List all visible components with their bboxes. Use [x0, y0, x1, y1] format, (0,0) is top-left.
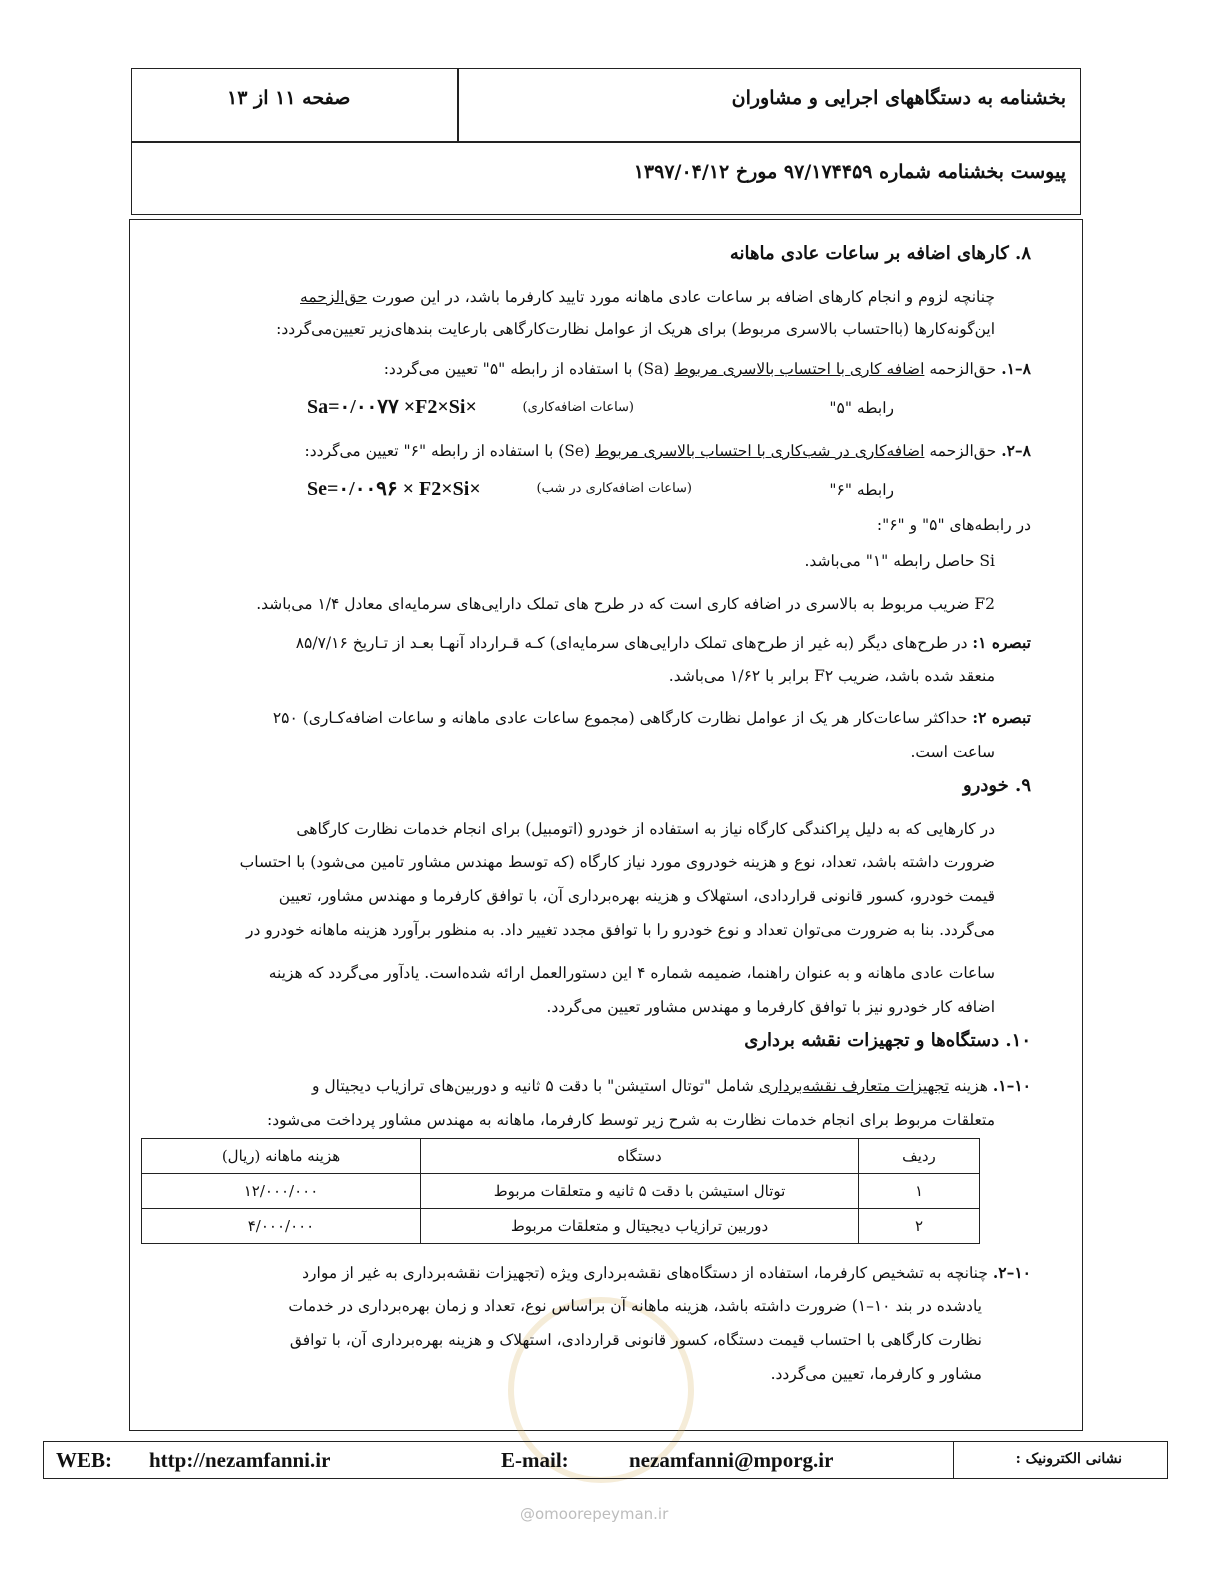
table-cell: ۲: [859, 1209, 980, 1244]
header-table: [131, 68, 1081, 215]
circular-title: بخشنامه به دستگاههای اجرایی و مشاوران: [731, 87, 1066, 109]
paragraph-line: ساعات عادی ماهانه و به عنوان راهنما، ضمیمه شماره ۴ این دستورالعمل ارائه شده‌است. یادآور می‌گردد که هزینه: [268, 964, 995, 982]
table-cell: دوربین ترازیاب دیجیتال و متعلقات مربوط: [421, 1209, 859, 1244]
section-heading: ۹. خودرو: [962, 775, 1031, 796]
subsection-8-2: ۸–۲. حق‌الزحمه اضافه‌کاری در شب‌کاری با احتساب بالاسری مربوط (Se) با استفاده از رابطه "۶" تعیین می‌گردد:: [304, 441, 1031, 460]
paragraph-line: منعقد شده باشد، ضریب F۲ برابر با ۱/۶۲ می‌باشد.: [668, 667, 995, 685]
table-header: دستگاه: [421, 1139, 859, 1174]
watermark-text: @omoorepeyman.ir: [520, 1505, 669, 1523]
table-cell: توتال استیشن با دقت ۵ ثانیه و متعلقات مربوط: [421, 1174, 859, 1209]
paragraph-line: می‌گردد. بنا به ضرورت می‌توان تعداد و نوع خودرو را با توافق مجدد تغییر داد. به منظور برآورد هزینه ماهانه خودرو در: [245, 921, 995, 939]
header-divider: [132, 141, 1080, 143]
section-heading: ۱۰. دستگاه‌ها و تجهیزات نقشه برداری: [744, 1030, 1031, 1051]
table-header: ردیف: [859, 1139, 980, 1174]
relation-note: (ساعات اضافه‌کاری): [522, 400, 634, 415]
note-2: تبصره ۲: حداکثر ساعات‌کار هر یک از عوامل نظارت کارگاهی (مجموع ساعات عادی ماهانه و ساعات اضافه‌کـاری) ۲۵۰: [272, 708, 1031, 727]
definition-si: Si حاصل رابطه "۱" می‌باشد.: [804, 552, 995, 570]
paragraph-line: متعلقات مربوط برای انجام خدمات نظارت به شرح زیر توسط کارفرما، ماهانه به مهندس مشاور پرداخت می‌شود:: [266, 1111, 995, 1129]
attachment-reference: پیوست بخشنامه شماره ۹۷/۱۷۴۴۵۹ مورخ ۱۳۹۷/۰۴/۱۲: [633, 161, 1066, 183]
web-label: WEB:: [56, 1448, 113, 1472]
table-cell: ۱۲/۰۰۰/۰۰۰: [142, 1174, 421, 1209]
paragraph-line: در کارهایی که به دلیل پراکندگی کارگاه نیاز به استفاده از خودرو (اتومبیل) برای انجام خدمات نظارت کارگاهی: [296, 820, 995, 838]
footer-bar: [43, 1441, 1168, 1479]
footer-divider: [953, 1442, 954, 1478]
paragraph-line: ضرورت داشته باشد، تعداد، نوع و هزینه خودروی مورد نیاز کارگاه (که توسط مهندس مشاور تامین می‌شود) با احتساب: [239, 853, 995, 871]
paragraph-line: اضافه کار خودرو نیز با توافق کارفرما و مهندس مشاور تعیین می‌گردد.: [546, 998, 995, 1016]
formula-5: Sa=۰/۰۰۷۷ ×F2×Si×: [307, 396, 477, 418]
subsection-8-1: ۸–۱. حق‌الزحمه اضافه کاری با احتساب بالاسری مربوط (Sa) با استفاده از رابطه "۵" تعیین می‌گردد:: [383, 359, 1031, 378]
electronic-address-label: نشانی الکترونیک :: [1015, 1451, 1122, 1467]
email-link[interactable]: nezamfanni@mporg.ir: [629, 1448, 834, 1472]
table-row: [142, 1209, 980, 1244]
table-row: [142, 1174, 980, 1209]
paragraph-line: نظارت کارگاهی با احتساب قیمت دستگاه، کسور قانونی قراردادی، استهلاک و هزینه بهره‌برداری آن، با توافق: [289, 1331, 982, 1349]
relation-label: رابطه "۵": [829, 399, 894, 417]
web-link[interactable]: http://nezamfanni.ir: [149, 1448, 331, 1472]
subsection-10-2: ۱۰–۲. چنانچه به تشخیص کارفرما، استفاده از دستگاه‌های نقشه‌برداری ویژه (تجهیزات نقشه‌برداری به غیر از موارد: [302, 1263, 1031, 1282]
relation-note: (ساعات اضافه‌کاری در شب): [536, 481, 692, 496]
paragraph-line: چنانچه لزوم و انجام کارهای اضافه بر ساعات عادی ماهانه مورد تایید کارفرما باشد، در این صورت حق‌الزحمه: [300, 288, 995, 306]
paragraph-line: این‌گونه‌کارها (بااحتساب بالاسری مربوط) برای هریک از عوامل نظارت‌کارگاهی بارعایت بندهای‌زیر تعیین‌می‌گردد:: [276, 320, 995, 338]
paragraph-line: در رابطه‌های "۵" و "۶":: [876, 516, 1031, 534]
table-cell: ۱: [859, 1174, 980, 1209]
paragraph-line: ساعت است.: [910, 743, 995, 761]
equipment-table: [141, 1138, 980, 1244]
table-header: هزینه ماهانه (ریال): [142, 1139, 421, 1174]
header-divider: [457, 69, 459, 141]
relation-label: رابطه "۶": [829, 481, 894, 499]
definition-f2: F2 ضریب مربوط به بالاسری در اضافه کاری است که در طرح های تملک دارایی‌های سرمایه‌ای معادل ۱/۴ می‌باشد.: [256, 595, 995, 613]
paragraph-line: مشاور و کارفرما، تعیین می‌گردد.: [770, 1365, 982, 1383]
section-heading: ۸. کارهای اضافه بر ساعات عادی ماهانه: [729, 243, 1031, 264]
note-1: تبصره ۱: در طرح‌های دیگر (به غیر از طرح‌های تملک دارایی‌های سرمایه‌ای) کـه قـرارداد آنهـا بعـد از تـاریخ ۸۵/۷/۱۶: [295, 633, 1031, 652]
subsection-10-1: ۱۰–۱. هزینه تجهیزات متعارف نقشه‌برداری شامل "توتال استیشن" با دقت ۵ ثانیه و دوربین‌های ترازیاب دیجیتال و: [312, 1076, 1031, 1095]
table-cell: ۴/۰۰۰/۰۰۰: [142, 1209, 421, 1244]
email-label: E-mail:: [501, 1448, 569, 1472]
table-header-row: [142, 1139, 980, 1174]
page-number: صفحه ۱۱ از ۱۳: [227, 87, 351, 109]
paragraph-line: یادشده در بند ۱۰–۱) ضرورت داشته باشد، هزینه ماهانه آن براساس نوع، تعداد و زمان بهره‌برداری در خدمات: [288, 1297, 982, 1315]
formula-6: Se=۰/۰۰۹۶ × F2×Si×: [307, 478, 481, 500]
paragraph-line: قیمت خودرو، کسور قانونی قراردادی، استهلاک و هزینه بهره‌برداری آن، با توافق کارفرما و مهندس مشاور، تعیین: [278, 887, 995, 905]
